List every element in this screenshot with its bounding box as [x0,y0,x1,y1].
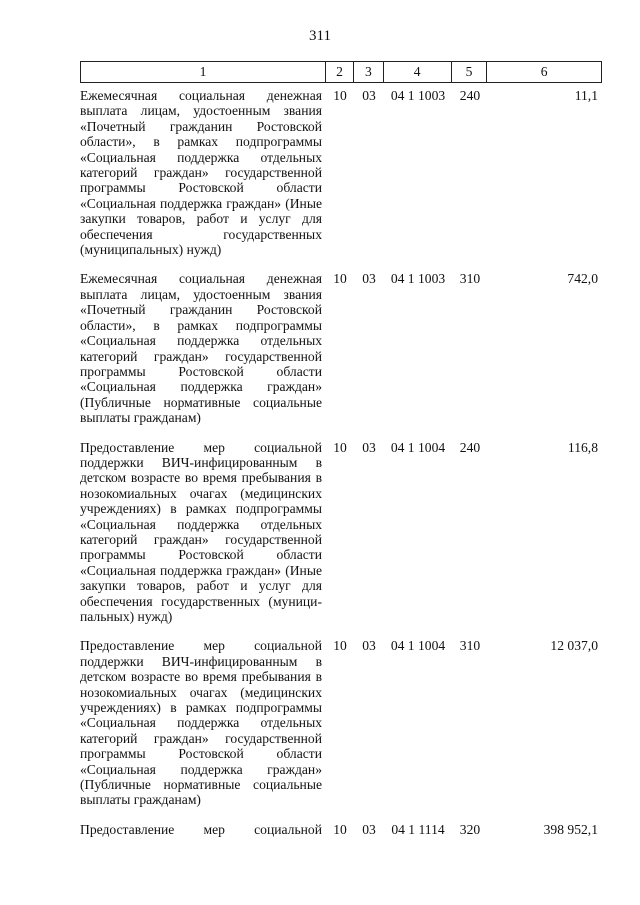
header-col-3: 3 [354,62,384,82]
row-subsection-code: 03 [362,638,376,654]
row-description: Предоставление мер социальной поддержки ВИЧ-инфицированным в детском возрасте во время пребывания в нозокомиальных очагах (медицинских учреждениях) в рамках подпрограммы «Социальная поддержка отдельных категорий граждан» государственной программы Ростовской области «Социальная поддержка граждан» (Публичные нормативные социальные выплаты гражданам) [80,638,322,808]
header-col-4: 4 [384,62,452,82]
header-col-6: 6 [540,64,548,79]
row-section-code: 10 [333,638,347,654]
row-expense-type: 320 [459,821,481,837]
row-target-article: 04 1 1114 [391,821,445,837]
table-header [80,61,602,83]
row-section-code: 10 [333,439,347,455]
row-subsection-code: 03 [362,271,376,287]
table-row [80,638,602,807]
row-subsection-code: 03 [362,439,376,455]
row-section-code: 10 [333,271,347,287]
row-target-article: 04 1 1004 [390,439,446,455]
table-row [80,822,602,837]
row-expense-type: 240 [459,88,481,103]
row-target-article: 04 1 1003 [390,271,446,287]
row-description: Предоставление мер социальной поддержки ВИЧ-инфицированным в детском возрасте во время пребывания в нозокомиальных очагах (медицинских учреждениях) в рамках подпрограммы «Социальная поддержка отдельных категорий граждан» государственной программы Ростовской области «Социальная поддержка граждан» (Иные закупки товаров, работ и услуг для обеспечения государственных (муниципальных) нужд) [80,439,322,624]
row-section-code: 10 [333,821,347,837]
row-description: Предоставление мер социальной [80,821,322,837]
header-col-1: 1 [81,62,326,82]
table-row [80,88,602,257]
row-amount: 398 952,1 [543,821,598,837]
row-description: Ежемесячная социальная денежная выплата лицам, удостоенным звания «Почетный гражданин Ростовской области», в рамках подпрограммы «Социальная поддержка отдельных категорий граждан» государственной программы Ростовской области «Социальная поддержка граждан» (Иные закупки товаров, работ и услуг для обеспечения государственных (муниципальных) нужд) [80,88,322,258]
row-expense-type: 310 [459,638,481,654]
row-subsection-code: 03 [362,88,376,103]
row-expense-type: 310 [459,271,481,287]
header-col-2: 2 [326,62,354,82]
row-section-code: 10 [333,88,347,103]
row-subsection-code: 03 [362,821,376,837]
row-amount: 11,1 [574,88,598,103]
table-row [80,440,602,625]
row-expense-type: 240 [459,439,481,455]
header-col-5: 5 [452,62,488,82]
table-row [80,271,602,425]
budget-table [80,61,602,851]
row-target-article: 04 1 1003 [390,88,446,103]
row-target-article: 04 1 1004 [390,638,446,654]
row-amount: 116,8 [567,439,598,455]
row-amount: 742,0 [567,271,598,287]
row-description: Ежемесячная социальная денежная выплата лицам, удостоенным звания «Почетный гражданин Ростовской области», в рамках подпрограммы «Социальная поддержка отдельных категорий граждан» государственной программы Ростовской области «Социальная поддержка граждан» (Публичные нормативные социальные выплаты гражданам) [80,271,322,426]
row-amount: 12 037,0 [550,638,598,654]
page-number: 311 [309,28,331,44]
